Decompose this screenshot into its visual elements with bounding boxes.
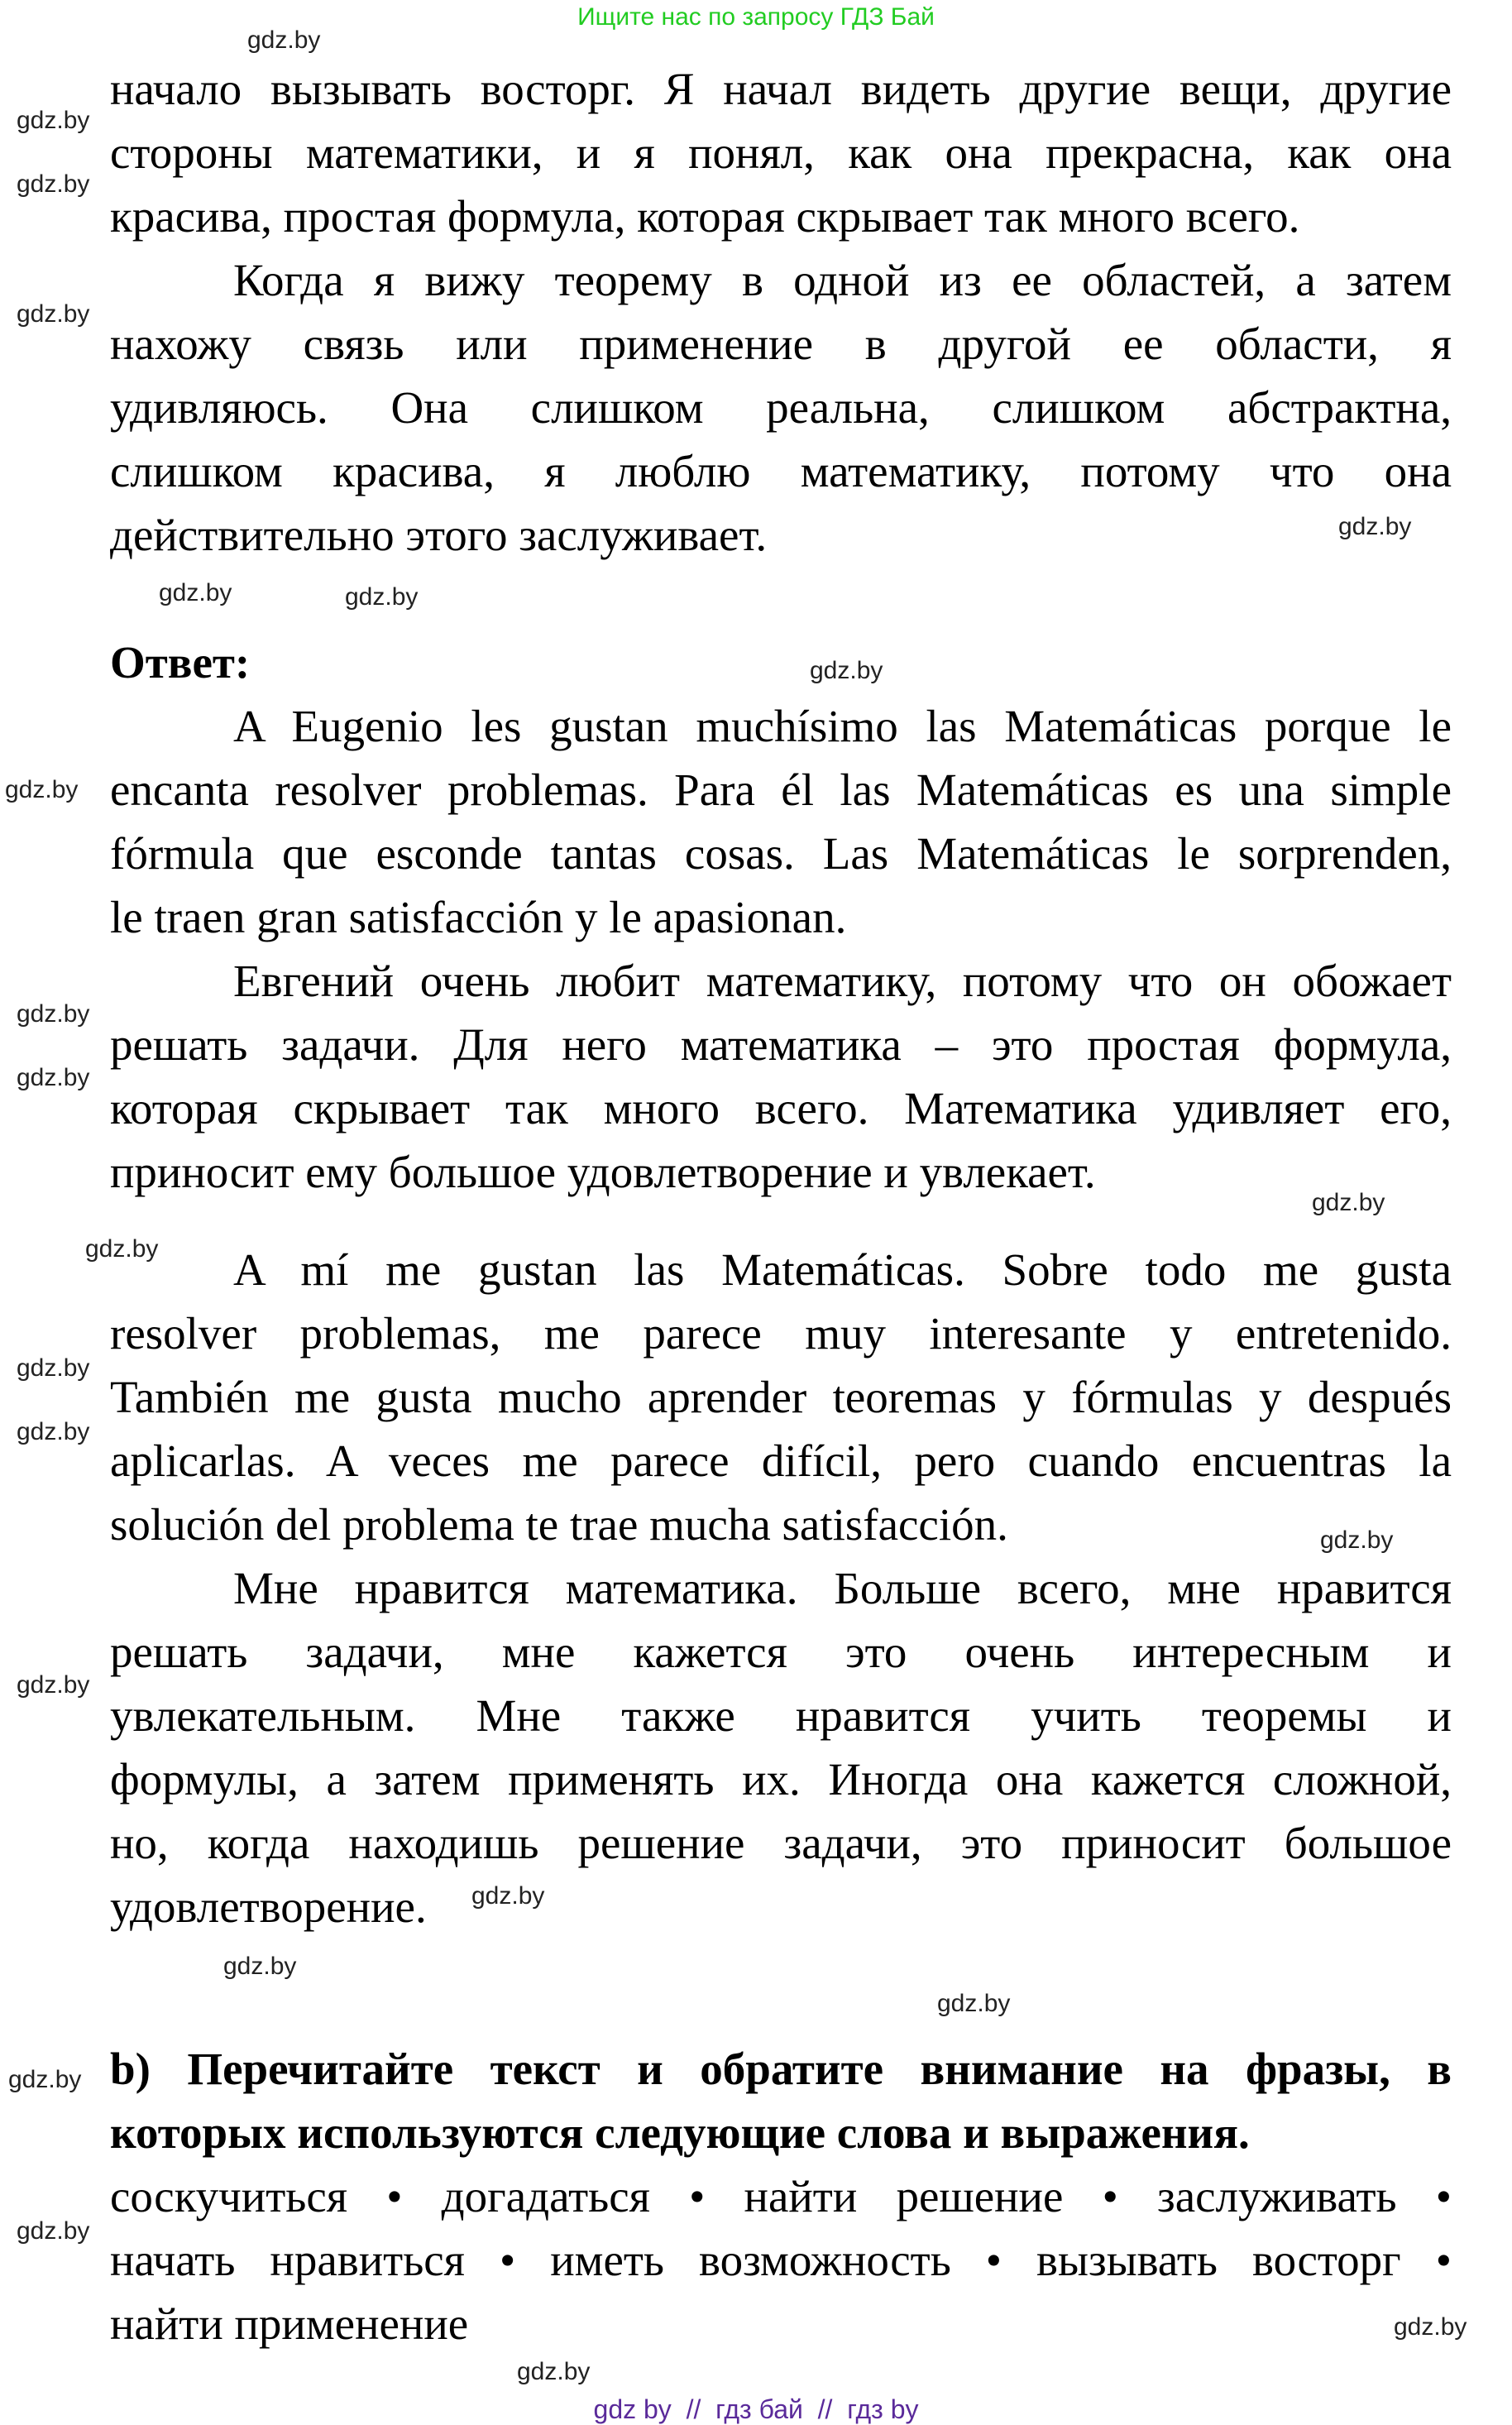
text-line: решать задачи, мне кажется это очень интересным и: [110, 1627, 1452, 1677]
blank-line: [110, 567, 1452, 630]
paragraph-1: [110, 57, 1452, 248]
text-line: удивляюсь. Она слишком реальна, слишком абстрактна,: [110, 382, 1452, 433]
watermark: gdz.by: [247, 26, 321, 54]
text-line: resolver problemas, me parece muy interesante y entretenido.: [110, 1308, 1452, 1359]
watermark: gdz.by: [1338, 513, 1412, 540]
document-body: [110, 57, 1452, 2356]
watermark: gdz.by: [17, 1064, 90, 1091]
text-line: которых используются следующие слова и выражения.: [110, 2107, 1250, 2158]
text-line: A Eugenio les gustan muchísimo las Matemáticas porque le: [233, 701, 1452, 751]
spacer: [110, 1204, 1452, 1238]
text-line: слишком красива, я люблю математику, потому что она: [110, 446, 1452, 496]
text-line: fórmula que esconde tantas cosas. Las Matemáticas le sorprenden,: [110, 828, 1452, 879]
search-banner: Ищите нас по запросу ГДЗ Бай: [577, 3, 935, 31]
text-line: формулы, а затем применять их. Иногда она кажется сложной,: [110, 1754, 1452, 1804]
watermark: gdz.by: [17, 1000, 90, 1028]
text-line: También me gusta mucho aprender teoremas y fórmulas y después: [110, 1372, 1452, 1422]
text-line: красива, простая формула, которая скрывает так много всего.: [110, 191, 1300, 242]
text-line: стороны математики, и я понял, как она прекрасна, как она: [110, 127, 1452, 178]
watermark: gdz.by: [17, 170, 90, 198]
text-line: solución del problema te trae mucha satisfacción.: [110, 1499, 1008, 1550]
footer-links: gdz by // гдз бай // гдз by: [593, 2394, 919, 2424]
text-line: но, когда находишь решение задачи, это приносит большое: [110, 1818, 1452, 1868]
text-line: действительно этого заслуживает.: [110, 510, 768, 560]
text-line: aplicarlas. A veces me parece difícil, pero cuando encuentras la: [110, 1435, 1452, 1486]
watermark: gdz.by: [345, 583, 419, 611]
watermark: gdz.by: [17, 107, 90, 134]
watermark: gdz.by: [1312, 1189, 1385, 1216]
text-line: увлекательным. Мне также нравится учить теоремы и: [110, 1690, 1452, 1741]
watermark: gdz.by: [8, 2066, 82, 2093]
text-line: b) Перечитайте текст и обратите внимание на фразы, в: [110, 2044, 1452, 2094]
watermark: gdz.by: [1394, 2313, 1467, 2341]
text-line: соскучиться • догадаться • найти решение • заслуживать •: [110, 2171, 1452, 2221]
spacer: [110, 1939, 1452, 2037]
text-line: которая скрывает так много всего. Математика удивляет его,: [110, 1083, 1452, 1133]
task-b-heading: [110, 2037, 1452, 2164]
watermark: gdz.by: [17, 1418, 90, 1445]
watermark: gdz.by: [471, 1882, 545, 1910]
text-line: le traen gran satisfacción y le apasionan.: [110, 892, 847, 942]
text-line: encanta resolver problemas. Para él las Matemáticas es una simple: [110, 764, 1452, 815]
text-line: A mí me gustan las Matemáticas. Sobre todo me gusta: [233, 1244, 1452, 1295]
paragraph-2: [110, 248, 1452, 567]
text-line: Когда я вижу теорему в одной из ее областей, а затем: [233, 255, 1452, 305]
text-line: Евгений очень любит математику, потому что он обожает: [233, 956, 1452, 1006]
watermark: gdz.by: [17, 2217, 90, 2245]
watermark: gdz.by: [17, 300, 90, 328]
paragraph-russian-2: [110, 1556, 1452, 1939]
text-line: приносит ему большое удовлетворение и увлекает.: [110, 1147, 1096, 1197]
watermark: gdz.by: [937, 1990, 1011, 2017]
watermark: gdz.by: [517, 2358, 591, 2385]
watermark: gdz.by: [17, 1354, 90, 1382]
text-line: Мне нравится математика. Больше всего, мне нравится: [233, 1563, 1452, 1613]
watermark: gdz.by: [85, 1235, 159, 1263]
phrase-list: [110, 2164, 1452, 2356]
watermark: gdz.by: [223, 1953, 297, 1980]
paragraph-spanish-1: [110, 694, 1452, 949]
answer-heading: Ответ:: [110, 637, 251, 688]
text-line: решать задачи. Для него математика – это простая формула,: [110, 1019, 1452, 1070]
paragraph-russian-1: [110, 949, 1452, 1204]
watermark: gdz.by: [810, 657, 883, 684]
watermark: gdz.by: [17, 1671, 90, 1699]
text-line: начало вызывать восторг. Я начал видеть другие вещи, другие: [110, 64, 1452, 114]
watermark: gdz.by: [1320, 1526, 1394, 1554]
text-line: нахожу связь или применение в другой ее области, я: [110, 319, 1452, 369]
text-line: удовлетворение.: [110, 1881, 427, 1932]
text-line: начать нравиться • иметь возможность • вызывать восторг •: [110, 2235, 1452, 2285]
paragraph-spanish-2: [110, 1238, 1452, 1556]
watermark: gdz.by: [159, 579, 232, 606]
watermark: gdz.by: [5, 776, 79, 803]
text-line: найти применение: [110, 2298, 469, 2349]
